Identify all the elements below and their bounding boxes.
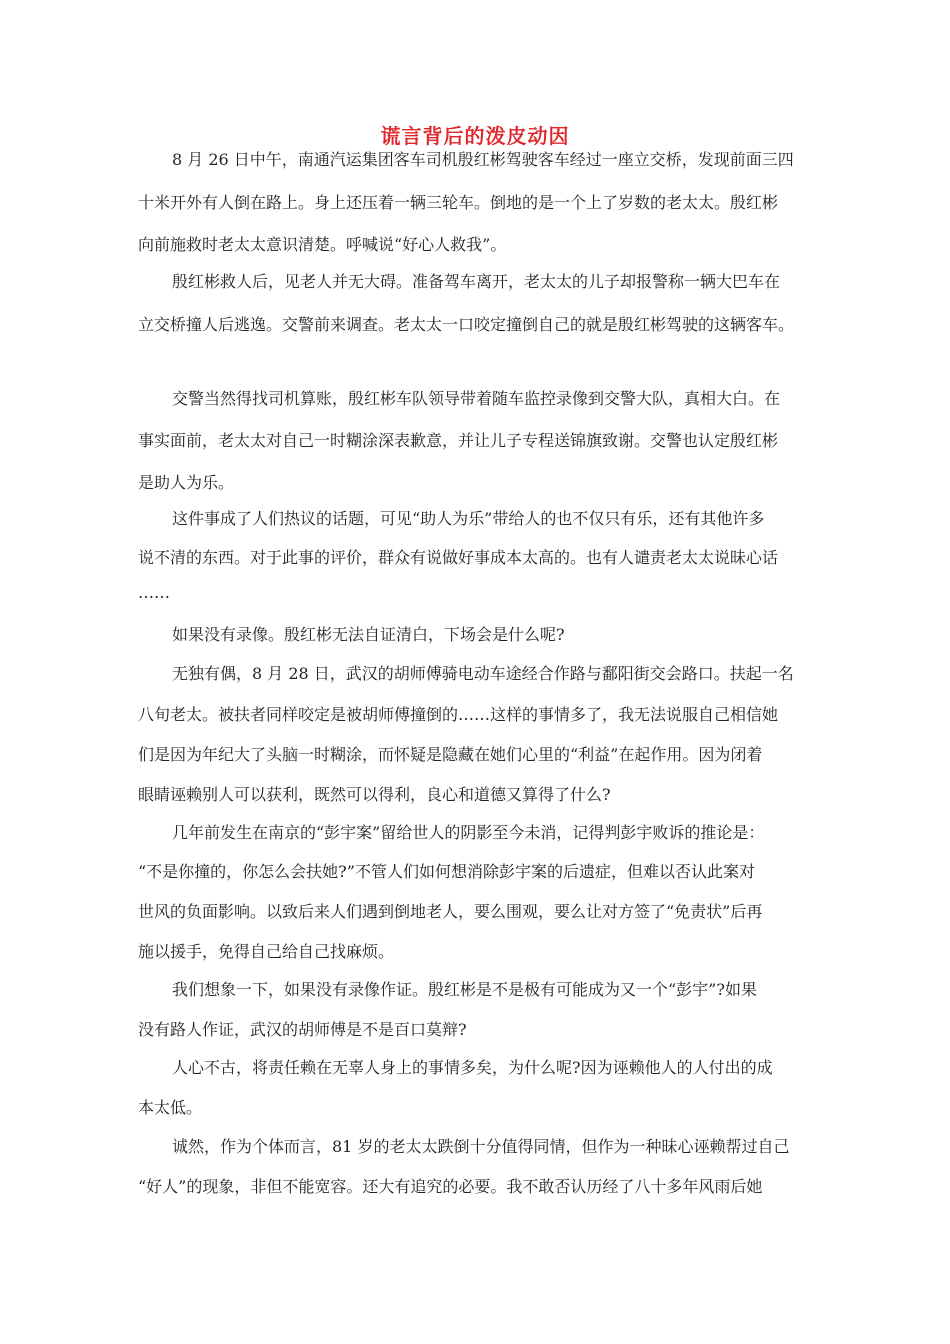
paragraph-line: 人心不古，将责任赖在无辜人身上的事情多矣，为什么呢?因为诬赖他人的人付出的成 xyxy=(172,1058,773,1077)
paragraph-line: 没有路人作证，武汉的胡师傅是不是百口莫辩? xyxy=(138,1020,467,1039)
paragraph-line: 几年前发生在南京的“彭宇案”留给世人的阴影至今未消，记得判彭宇败诉的推论是： xyxy=(172,823,765,842)
paragraph-line: “不是你撞的，你怎么会扶她?”不管人们如何想消除彭宇案的后遗症，但难以否认此案对 xyxy=(138,862,755,881)
paragraph-line: 世风的负面影响。以致后来人们遇到倒地老人，要么围观，要么让对方签了“免责状”后再 xyxy=(138,902,763,921)
paragraph-line: 我们想象一下，如果没有录像作证。殷红彬是不是极有可能成为又一个“彭宇”?如果 xyxy=(172,980,757,999)
paragraph-line: 殷红彬救人后，见老人并无大碍。准备驾车离开，老太太的儿子却报警称一辆大巴车在 xyxy=(172,272,781,291)
paragraph-line: …… xyxy=(138,583,170,602)
paragraph-line: 向前施救时老太太意识清楚。呼喊说“好心人救我”。 xyxy=(138,235,507,254)
paragraph-line: 事实面前，老太太对自己一时糊涂深表歉意，并让儿子专程送锦旗致谢。交警也认定殷红彬 xyxy=(138,431,779,450)
paragraph-line: 施以援手，免得自己给自己找麻烦。 xyxy=(138,942,395,961)
paragraph-line: 本太低。 xyxy=(138,1098,203,1117)
paragraph-line: “好人”的现象，非但不能宽容。还大有追究的必要。我不敢否认历经了八十多年风雨后她 xyxy=(138,1177,763,1196)
paragraph-line: 八旬老太。被扶者同样咬定是被胡师傅撞倒的……这样的事情多了，我无法说服自己相信她 xyxy=(138,705,779,724)
paragraph-line: 立交桥撞人后逃逸。交警前来调查。老太太一口咬定撞倒自己的就是殷红彬驾驶的这辆客车。 xyxy=(138,315,795,334)
paragraph-line: 交警当然得找司机算账，殷红彬车队领导带着随车监控录像到交警大队，真相大白。在 xyxy=(172,389,781,408)
paragraph-line: 说不清的东西。对于此事的评价，群众有说做好事成本太高的。也有人谴责老太太说昧心话 xyxy=(138,548,779,567)
paragraph-line: 是助人为乐。 xyxy=(138,473,235,492)
paragraph-line: 这件事成了人们热议的话题，可见“助人为乐”带给人的也不仅只有乐，还有其他许多 xyxy=(172,509,765,528)
paragraph-line: 诚然，作为个体而言，81 岁的老太太跌倒十分值得同情，但作为一种昧心诬赖帮过自己 xyxy=(172,1137,790,1156)
paragraph-line: 十米开外有人倒在路上。身上还压着一辆三轮车。倒地的是一个上了岁数的老太太。殷红彬 xyxy=(138,193,779,212)
article-title: 谎言背后的泼皮动因 xyxy=(380,124,570,148)
paragraph-line: 如果没有录像。殷红彬无法自证清白，下场会是什么呢? xyxy=(172,625,565,644)
paragraph-line: 无独有偶，8 月 28 日，武汉的胡师傅骑电动车途经合作路与鄱阳街交会路口。扶起一名 xyxy=(172,664,794,683)
paragraph-line: 眼睛诬赖别人可以获利，既然可以得利，良心和道德又算得了什么? xyxy=(138,785,611,804)
paragraph-line: 8 月 26 日中午，南通汽运集团客车司机殷红彬驾驶客车经过一座立交桥，发现前面三四 xyxy=(172,150,794,169)
paragraph-line: 们是因为年纪大了头脑一时糊涂，而怀疑是隐藏在她们心里的“利益”在起作用。因为闭着 xyxy=(138,745,763,764)
